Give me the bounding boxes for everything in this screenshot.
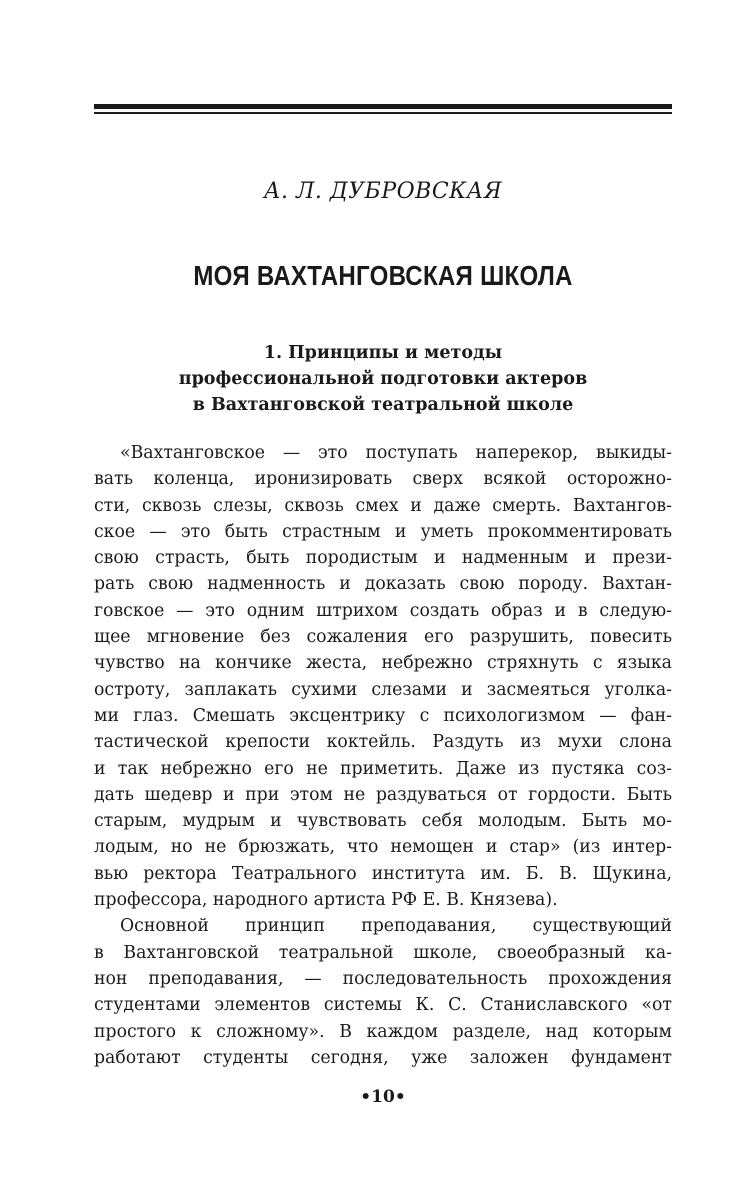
body-text [94, 440, 672, 1071]
section-subtitle [94, 340, 672, 418]
text-line: тастической крепости коктейль. Раздуть из мухи слона [94, 732, 672, 753]
chapter-title: МОЯ ВАХТАНГОВСКАЯ ШКОЛА [193, 260, 573, 291]
subtitle-line: 1. Принципы и методы [263, 343, 503, 363]
text-line: щее мгновение без сожаления его разрушить, повесить [94, 627, 672, 648]
text-line: дать шедевр и при этом не раздуваться от гордости. Быть [94, 784, 672, 805]
text-line: вать коленца, иронизировать сверх всякой осторожно- [94, 469, 672, 490]
text-line: Основной принцип преподавания, существующий [120, 916, 672, 937]
text-line: нон преподавания, — последовательность прохождения [94, 968, 672, 989]
paragraph-1 [94, 440, 672, 913]
paragraph-2 [94, 913, 672, 1071]
text-line: чувство на кончике жеста, небрежно стряхнуть с языка [94, 653, 672, 674]
header-rule-thin [94, 112, 672, 114]
author-name: А. Л. ДУБРОВСКАЯ [263, 179, 503, 204]
text-line: лодым, но не брюзжать, что немощен и стар» (из интер- [94, 837, 672, 858]
text-line: свою страсть, быть породистым и надменным и прези- [94, 548, 672, 569]
text-line: студентами элементов системы К. С. Станиславского «от [94, 995, 672, 1016]
text-line: работают студенты сегодня, уже заложен фундамент [94, 1047, 672, 1068]
text-line: сти, сквозь слезы, сквозь смех и даже смерть. Вахтангов- [94, 495, 672, 516]
header-rule-thick [94, 104, 672, 109]
subtitle-line: профессиональной подготовки актеров [178, 369, 588, 389]
text-line: и так небрежно его не приметить. Даже из пустяка соз- [94, 758, 672, 779]
text-line: «Вахтанговское — это поступать наперекор, выкиды- [120, 443, 672, 463]
text-line: ское — это быть страстным и уметь прокомментировать [94, 521, 672, 542]
text-line: вью ректора Театрального института им. Б. В. Щукина, [94, 863, 672, 884]
page-number: •10• [360, 1087, 406, 1107]
text-line: профессора, народного артиста РФ Е. В. Князева). [94, 890, 558, 911]
text-line: остроту, заплакать сухими слезами и засмеяться уголка- [94, 679, 672, 700]
text-line: в Вахтанговской театральной школе, своеобразный ка- [94, 942, 672, 963]
text-line: простого к сложному». В каждом разделе, над которым [94, 1021, 672, 1042]
subtitle-line: в Вахтанговской театральной школе [192, 395, 574, 415]
text-line: рать свою надменность и доказать свою породу. Вахтан- [94, 574, 672, 595]
text-line: старым, мудрым и чувствовать себя молодым. Быть мо- [94, 811, 672, 832]
text-line: ми глаз. Смешать эксцентрику с психологизмом — фан- [94, 705, 672, 726]
text-line: говское — это одним штрихом создать образ и в следую- [94, 600, 672, 621]
